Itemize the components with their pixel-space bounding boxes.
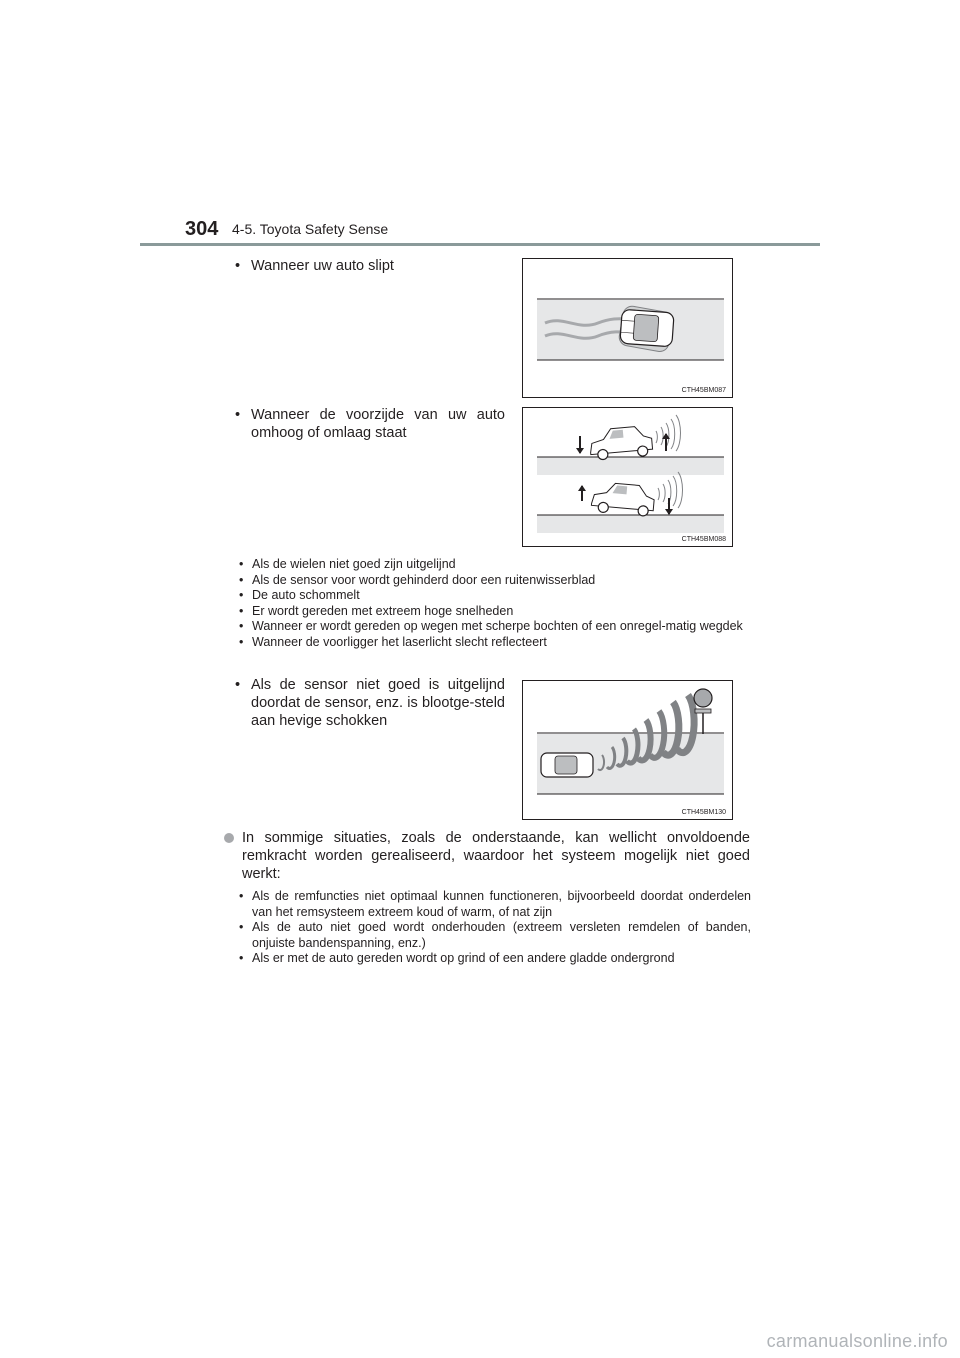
bullet-dot: • <box>235 407 241 423</box>
list-item <box>239 588 751 604</box>
sensor-misaligned-illustration <box>523 681 732 819</box>
bullet-text: Wanneer uw auto slipt <box>251 258 394 274</box>
list-item <box>239 573 751 589</box>
bullet-dot: • <box>239 951 244 966</box>
watermark: carmanualsonline.info <box>766 1331 948 1351</box>
list-item-text: Wanneer er wordt gereden op wegen met scherpe bochten of een onregel-matig wegdek <box>252 619 743 634</box>
bullet-dot: • <box>239 603 244 618</box>
conditions-list <box>239 557 751 651</box>
list-item <box>239 951 751 967</box>
main-paragraph <box>224 829 750 883</box>
list-item <box>239 635 751 651</box>
gray-bullet-icon <box>224 833 234 843</box>
list-item <box>239 619 751 635</box>
bullet-item-slip <box>235 257 505 275</box>
main-paragraph-text: In sommige situaties, zoals de onderstaande, kan wellicht onvoldoende remkracht worden gerealiseerd, waardoor het systeem mogelijk niet goed werkt: <box>242 830 750 882</box>
bullet-dot: • <box>235 258 241 274</box>
bullet-dot: • <box>239 588 244 603</box>
bullet-item-sensor-misaligned <box>235 676 505 730</box>
section-title: 4-5. Toyota Safety Sense <box>232 221 389 237</box>
list-item-text: De auto schommelt <box>252 588 360 603</box>
figure-sensor-misaligned <box>522 680 733 820</box>
page-number: 304 <box>185 218 219 240</box>
list-item <box>239 889 751 920</box>
list-item-text: Als er met de auto gereden wordt op grind of een andere gladde ondergrond <box>252 951 675 966</box>
bullet-dot: • <box>239 634 244 649</box>
bullet-dot: • <box>239 557 244 571</box>
figure-car-pitch <box>522 407 733 547</box>
list-item <box>239 920 751 951</box>
list-item-text: Als de sensor voor wordt gehinderd door een ruitenwisserblad <box>252 572 596 587</box>
list-item-text: Als de remfuncties niet optimaal kunnen functioneren, bijvoorbeeld doordat onderdelen van het remsysteem extreem koud of warm, of nat zijn <box>252 889 751 919</box>
bullet-item-front-up-down <box>235 406 505 442</box>
bullet-dot: • <box>239 889 244 903</box>
figure-code: CTH45BM130 <box>681 809 726 816</box>
figure-code: CTH45BM088 <box>681 536 726 543</box>
list-item-text: Als de auto niet goed wordt onderhouden (extreem versleten remdelen of banden, onjuiste bandenspanning, enz.) <box>252 920 751 950</box>
list-item-text: Er wordt gereden met extreem hoge snelheden <box>252 603 514 618</box>
brake-conditions-list <box>239 889 751 967</box>
list-item <box>239 604 751 620</box>
bullet-dot: • <box>235 677 241 693</box>
figure-car-skid <box>522 258 733 398</box>
bullet-dot: • <box>239 572 244 587</box>
bullet-text: Als de sensor niet goed is uitgelijnd doordat de sensor, enz. is blootge-steld aan hevige schokken <box>251 677 505 729</box>
bullet-dot: • <box>239 920 244 935</box>
bullet-dot: • <box>239 619 244 634</box>
car-pitch-illustration <box>523 408 732 546</box>
header-rule <box>140 243 820 246</box>
list-item-text: Wanneer de voorligger het laserlicht slecht reflecteert <box>252 634 547 649</box>
car-skid-illustration <box>523 259 732 397</box>
list-item-text: Als de wielen niet goed zijn uitgelijnd <box>252 557 456 571</box>
list-item <box>239 557 751 573</box>
bullet-text: Wanneer de voorzijde van uw auto omhoog of omlaag staat <box>251 407 505 441</box>
figure-code: CTH45BM087 <box>681 387 726 394</box>
